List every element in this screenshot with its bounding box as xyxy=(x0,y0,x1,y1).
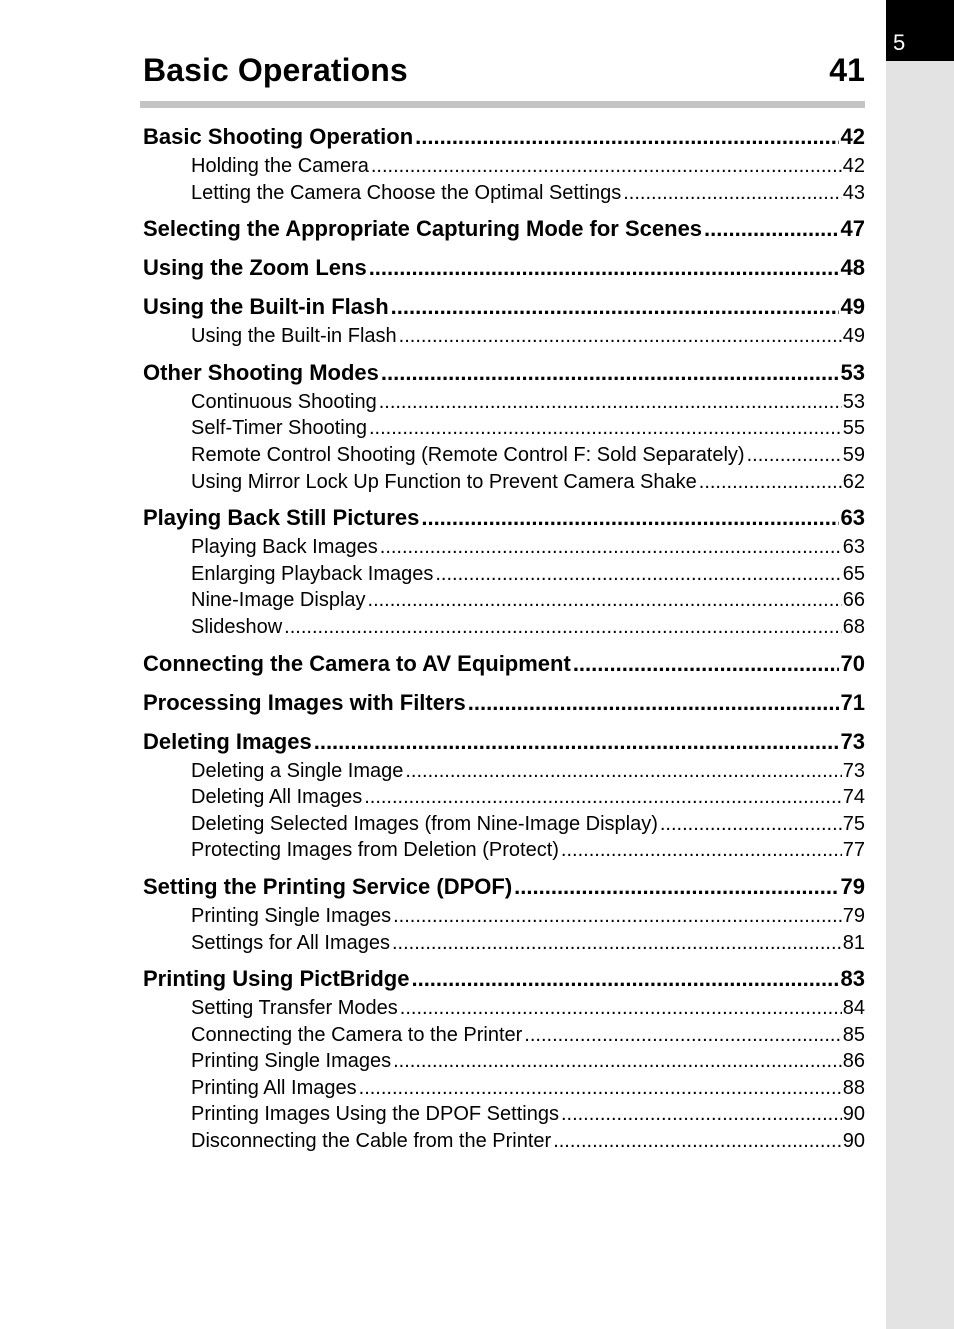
toc-entry-page-number: 70 xyxy=(840,650,865,676)
toc-section xyxy=(143,213,865,245)
dot-leader xyxy=(364,784,842,811)
toc-entry-title: Self-Timer Shooting xyxy=(191,417,367,440)
toc-section-entry[interactable] xyxy=(143,687,865,719)
toc-entry-title: Continuous Shooting xyxy=(191,390,377,413)
toc-section-entry[interactable] xyxy=(143,121,865,153)
toc-entry-title: Deleting Selected Images (from Nine-Image Display) xyxy=(191,812,658,835)
toc-subentry[interactable] xyxy=(143,561,865,588)
toc-section xyxy=(143,726,865,864)
toc-subentry[interactable] xyxy=(143,469,865,496)
toc-entry-title: Processing Images with Filters xyxy=(143,689,466,715)
toc-subentry[interactable] xyxy=(143,1022,865,1049)
header-rule xyxy=(140,101,865,108)
toc-subentry[interactable] xyxy=(143,415,865,442)
dot-leader xyxy=(368,587,842,614)
toc-section xyxy=(143,357,865,495)
toc-entry-title: Setting the Printing Service (DPOF) xyxy=(143,873,513,899)
dot-leader xyxy=(369,415,842,442)
dot-leader xyxy=(435,561,841,588)
toc-subentry[interactable] xyxy=(143,837,865,864)
toc-entry-page-number: 62 xyxy=(842,470,865,493)
toc-section-entry[interactable] xyxy=(143,357,865,389)
toc-subentry[interactable] xyxy=(143,758,865,785)
toc-entry-page-number: 47 xyxy=(840,216,865,242)
toc-entry-title: Playing Back Still Pictures xyxy=(143,505,420,531)
toc-subentry[interactable] xyxy=(143,323,865,350)
toc-entry-title: Printing Single Images xyxy=(191,1050,392,1073)
toc-section xyxy=(143,252,865,284)
toc-entry-page-number: 79 xyxy=(842,904,865,927)
toc-entry-page-number: 65 xyxy=(842,562,865,585)
toc-subentry[interactable] xyxy=(143,1128,865,1155)
dot-leader xyxy=(371,153,842,180)
toc-entry-title: Using the Built-in Flash xyxy=(143,294,389,320)
toc-section-entry[interactable] xyxy=(143,502,865,534)
toc-entry-title: Printing Single Images xyxy=(191,904,392,927)
chapter-tab-number: 5 xyxy=(893,30,906,55)
toc-entry-page-number: 74 xyxy=(842,786,865,809)
dot-leader xyxy=(623,180,842,207)
side-strip xyxy=(886,0,954,1329)
toc-entry-page-number: 49 xyxy=(842,325,865,348)
table-of-contents xyxy=(143,121,865,1155)
toc-entry-title: Enlarging Playback Images xyxy=(191,562,434,585)
toc-section-entry[interactable] xyxy=(143,291,865,323)
toc-section-entry[interactable] xyxy=(143,871,865,903)
toc-entry-title: Connecting the Camera to the Printer xyxy=(191,1023,523,1046)
toc-subentry[interactable] xyxy=(143,153,865,180)
toc-subentry[interactable] xyxy=(143,1048,865,1075)
toc-entry-page-number: 48 xyxy=(840,255,865,281)
toc-entry-title: Deleting All Images xyxy=(191,786,363,809)
dot-leader xyxy=(411,963,838,995)
dot-leader xyxy=(704,213,838,245)
toc-entry-title: Printing All Images xyxy=(191,1076,357,1099)
toc-subentry[interactable] xyxy=(143,389,865,416)
dot-leader xyxy=(391,291,839,323)
toc-section xyxy=(143,648,865,680)
dot-leader xyxy=(399,323,842,350)
dot-leader xyxy=(379,389,842,416)
toc-entry-page-number: 77 xyxy=(842,839,865,862)
toc-entry-page-number: 42 xyxy=(842,155,865,177)
dot-leader xyxy=(468,687,839,719)
toc-entry-page-number: 73 xyxy=(842,759,865,782)
toc-subentry[interactable] xyxy=(143,930,865,957)
toc-entry-title: Using Mirror Lock Up Function to Prevent Camera Shake xyxy=(191,470,697,493)
toc-entry-page-number: 59 xyxy=(842,443,865,466)
dot-leader xyxy=(314,726,839,758)
page-title: Basic Operations xyxy=(143,52,408,88)
toc-entry-page-number: 63 xyxy=(840,505,865,531)
dot-leader xyxy=(405,758,841,785)
toc-entry-title: Protecting Images from Deletion (Protect) xyxy=(191,839,559,862)
dot-leader xyxy=(393,903,842,930)
dot-leader xyxy=(421,502,838,534)
toc-entry-page-number: 85 xyxy=(842,1023,865,1046)
toc-entry-page-number: 43 xyxy=(842,181,865,204)
dot-leader xyxy=(284,614,842,641)
toc-entry-title: Using the Zoom Lens xyxy=(143,255,367,281)
toc-entry-page-number: 73 xyxy=(840,728,865,754)
toc-entry-page-number: 63 xyxy=(842,536,865,559)
dot-leader xyxy=(660,811,842,838)
dot-leader xyxy=(747,442,842,469)
dot-leader xyxy=(514,871,838,903)
toc-entry-page-number: 42 xyxy=(840,124,865,149)
toc-entry-title: Printing Images Using the DPOF Settings xyxy=(191,1103,559,1126)
toc-entry-title: Printing Using PictBridge xyxy=(143,966,410,992)
toc-entry-title: Holding the Camera xyxy=(191,155,369,177)
dot-leader xyxy=(380,534,842,561)
toc-subentry[interactable] xyxy=(143,534,865,561)
toc-entry-title: Letting the Camera Choose the Optimal Settings xyxy=(191,181,622,204)
dot-leader xyxy=(561,837,842,864)
toc-entry-title: Basic Shooting Operation xyxy=(143,124,414,149)
toc-section xyxy=(143,687,865,719)
dot-leader xyxy=(573,648,839,680)
toc-subentry[interactable] xyxy=(143,1101,865,1128)
toc-entry-page-number: 68 xyxy=(842,615,865,638)
toc-entry-page-number: 53 xyxy=(842,390,865,413)
toc-subentry[interactable] xyxy=(143,180,865,207)
toc-entry-title: Deleting Images xyxy=(143,728,312,754)
toc-subentry[interactable] xyxy=(143,903,865,930)
dot-leader xyxy=(524,1022,841,1049)
toc-entry-title: Disconnecting the Cable from the Printer xyxy=(191,1130,552,1153)
dot-leader xyxy=(369,252,839,284)
toc-entry-page-number: 90 xyxy=(842,1103,865,1126)
toc-section-entry[interactable] xyxy=(143,963,865,995)
toc-entry-title: Deleting a Single Image xyxy=(191,759,404,782)
toc-entry-page-number: 88 xyxy=(842,1076,865,1099)
dot-leader xyxy=(415,121,838,153)
toc-subentry[interactable] xyxy=(143,442,865,469)
toc-entry-title: Setting Transfer Modes xyxy=(191,997,398,1020)
toc-section xyxy=(143,502,865,640)
toc-entry-title: Selecting the Appropriate Capturing Mode for Scenes xyxy=(143,216,703,242)
dot-leader xyxy=(553,1128,842,1155)
toc-entry-page-number: 75 xyxy=(842,812,865,835)
toc-section xyxy=(143,291,865,350)
toc-entry-title: Using the Built-in Flash xyxy=(191,325,397,348)
toc-entry-title: Other Shooting Modes xyxy=(143,359,379,385)
toc-subentry[interactable] xyxy=(143,614,865,641)
toc-section xyxy=(143,871,865,956)
toc-subentry[interactable] xyxy=(143,811,865,838)
toc-entry-page-number: 66 xyxy=(842,589,865,612)
dot-leader xyxy=(359,1075,842,1102)
toc-entry-title: Remote Control Shooting (Remote Control F: Sold Separately) xyxy=(191,443,745,466)
toc-section xyxy=(143,963,865,1155)
dot-leader xyxy=(400,995,842,1022)
toc-entry-page-number: 81 xyxy=(842,931,865,954)
dot-leader xyxy=(392,930,842,957)
toc-entry-title: Connecting the Camera to AV Equipment xyxy=(143,650,571,676)
toc-entry-page-number: 84 xyxy=(842,997,865,1020)
toc-section-entry[interactable] xyxy=(143,726,865,758)
toc-entry-page-number: 86 xyxy=(842,1050,865,1073)
toc-subentry[interactable] xyxy=(143,1075,865,1102)
dot-leader xyxy=(561,1101,842,1128)
toc-entry-title: Slideshow xyxy=(191,615,283,638)
toc-subentry[interactable] xyxy=(143,587,865,614)
toc-section-entry[interactable] xyxy=(143,648,865,680)
toc-entry-title: Nine-Image Display xyxy=(191,589,366,612)
toc-entry-page-number: 55 xyxy=(842,417,865,440)
dot-leader xyxy=(699,469,842,496)
toc-subentry[interactable] xyxy=(143,784,865,811)
page-header xyxy=(143,52,865,94)
toc-subentry[interactable] xyxy=(143,995,865,1022)
toc-entry-title: Settings for All Images xyxy=(191,931,390,954)
toc-entry-page-number: 49 xyxy=(840,294,865,320)
toc-section-entry[interactable] xyxy=(143,252,865,284)
toc-entry-title: Playing Back Images xyxy=(191,536,378,559)
toc-entry-page-number: 83 xyxy=(840,966,865,992)
toc-entry-page-number: 90 xyxy=(842,1130,865,1153)
toc-entry-page-number: 71 xyxy=(840,689,865,715)
toc-section-entry[interactable] xyxy=(143,213,865,245)
page-number: 41 xyxy=(829,52,865,88)
toc-entry-page-number: 79 xyxy=(840,873,865,899)
toc-section xyxy=(143,121,865,206)
dot-leader xyxy=(393,1048,842,1075)
toc-entry-page-number: 53 xyxy=(840,359,865,385)
dot-leader xyxy=(381,357,839,389)
